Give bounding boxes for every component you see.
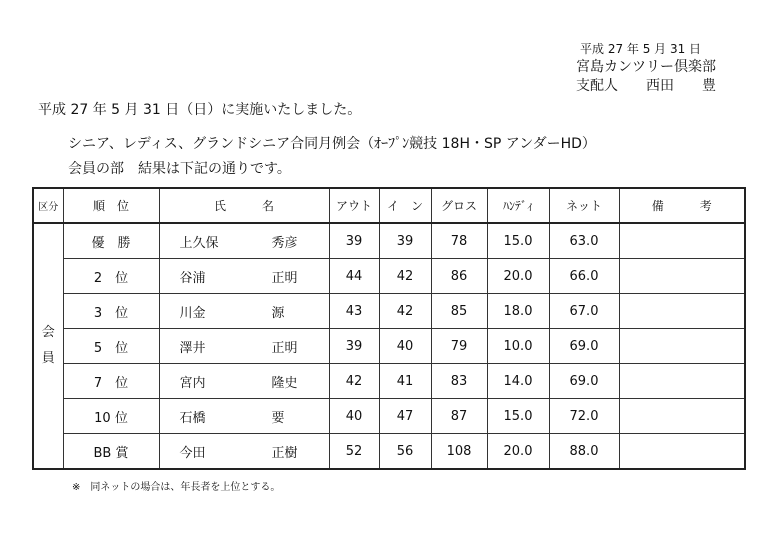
gross-cell: 78 xyxy=(431,223,487,259)
table-header-row xyxy=(33,188,745,223)
rank-cell: 10 位 xyxy=(63,399,159,434)
out-cell: 42 xyxy=(329,364,379,399)
in-cell: 56 xyxy=(379,434,431,470)
hdcp-cell: 20.0 xyxy=(487,259,549,294)
header-name: 氏 名 xyxy=(159,188,329,223)
family-name: 宮内 xyxy=(179,375,206,391)
hdcp-cell: 15.0 xyxy=(487,399,549,434)
out-cell: 39 xyxy=(329,223,379,259)
remarks-cell xyxy=(619,434,745,470)
table-row xyxy=(33,329,745,364)
given-name: 秀彦 xyxy=(271,235,298,251)
results-table xyxy=(32,187,746,470)
hdcp-cell: 18.0 xyxy=(487,294,549,329)
in-cell: 42 xyxy=(379,294,431,329)
in-cell: 39 xyxy=(379,223,431,259)
hdcp-cell: 10.0 xyxy=(487,329,549,364)
given-name: 正明 xyxy=(271,270,298,286)
intro-text: 平成 27 年 5 月 31 日（日）に実施いたしました。 xyxy=(38,102,362,118)
remarks-cell xyxy=(619,399,745,434)
remarks-cell xyxy=(619,294,745,329)
table-row xyxy=(33,399,745,434)
out-cell: 44 xyxy=(329,259,379,294)
header-division: 区分 xyxy=(33,188,63,223)
rank-cell: 3 位 xyxy=(63,294,159,329)
given-name: 正樹 xyxy=(271,445,298,461)
name-cell xyxy=(159,434,329,470)
rank-cell: 2 位 xyxy=(63,259,159,294)
footnote: ※ 同ネットの場合は、年長者を上位とする。 xyxy=(72,482,281,493)
given-name: 正明 xyxy=(271,340,298,356)
header-date: 平成 27 年 5 月 31 日 xyxy=(580,42,702,56)
rank-cell: 優 勝 xyxy=(63,223,159,259)
gross-cell: 79 xyxy=(431,329,487,364)
hdcp-cell: 14.0 xyxy=(487,364,549,399)
net-cell: 63.0 xyxy=(549,223,619,259)
table-row xyxy=(33,259,745,294)
rank-cell: 5 位 xyxy=(63,329,159,364)
club-name: 宮島カンツリー倶楽部 xyxy=(576,59,716,75)
section-title: 会員の部 結果は下記の通りです。 xyxy=(68,161,291,177)
manager-name: 支配人 西田 豊 xyxy=(576,78,716,94)
out-cell: 52 xyxy=(329,434,379,470)
remarks-cell xyxy=(619,329,745,364)
out-cell: 40 xyxy=(329,399,379,434)
results-table-container xyxy=(32,187,746,470)
net-cell: 67.0 xyxy=(549,294,619,329)
family-name: 谷浦 xyxy=(179,270,206,286)
hdcp-cell: 15.0 xyxy=(487,223,549,259)
out-cell: 39 xyxy=(329,329,379,364)
header-net: ネット xyxy=(549,188,619,223)
gross-cell: 83 xyxy=(431,364,487,399)
name-cell xyxy=(159,294,329,329)
family-name: 川金 xyxy=(179,305,206,321)
name-cell xyxy=(159,223,329,259)
gross-cell: 87 xyxy=(431,399,487,434)
family-name: 澤井 xyxy=(179,340,206,356)
rank-cell: BB 賞 xyxy=(63,434,159,470)
remarks-cell xyxy=(619,223,745,259)
given-name: 隆史 xyxy=(271,375,298,391)
net-cell: 69.0 xyxy=(549,329,619,364)
table-row xyxy=(33,364,745,399)
in-cell: 41 xyxy=(379,364,431,399)
header-rank: 順 位 xyxy=(63,188,159,223)
header-remarks: 備 考 xyxy=(619,188,745,223)
net-cell: 69.0 xyxy=(549,364,619,399)
net-cell: 72.0 xyxy=(549,399,619,434)
results-body xyxy=(33,223,745,469)
table-row xyxy=(33,223,745,259)
in-cell: 47 xyxy=(379,399,431,434)
gross-cell: 108 xyxy=(431,434,487,470)
rank-cell: 7 位 xyxy=(63,364,159,399)
header-hdcp: ﾊﾝﾃﾞｨ xyxy=(487,188,549,223)
in-cell: 40 xyxy=(379,329,431,364)
name-cell xyxy=(159,364,329,399)
family-name: 上久保 xyxy=(179,235,219,251)
net-cell: 88.0 xyxy=(549,434,619,470)
given-name: 要 xyxy=(271,410,285,426)
header-out: アウト xyxy=(329,188,379,223)
division-cell: 会 員 xyxy=(33,223,63,469)
remarks-cell xyxy=(619,364,745,399)
gross-cell: 86 xyxy=(431,259,487,294)
given-name: 源 xyxy=(271,305,285,321)
out-cell: 43 xyxy=(329,294,379,329)
name-cell xyxy=(159,329,329,364)
table-row xyxy=(33,434,745,470)
table-row xyxy=(33,294,745,329)
name-cell xyxy=(159,399,329,434)
event-title: シニア、レディス、グランドシニア合同月例会（ｵｰﾌﾟﾝ競技 18H・SP アンダーHD） xyxy=(68,136,596,152)
hdcp-cell: 20.0 xyxy=(487,434,549,470)
header-in: イ ン xyxy=(379,188,431,223)
gross-cell: 85 xyxy=(431,294,487,329)
name-cell xyxy=(159,259,329,294)
header-gross: グロス xyxy=(431,188,487,223)
in-cell: 42 xyxy=(379,259,431,294)
family-name: 石橋 xyxy=(179,410,206,426)
family-name: 今田 xyxy=(179,445,206,461)
remarks-cell xyxy=(619,259,745,294)
net-cell: 66.0 xyxy=(549,259,619,294)
